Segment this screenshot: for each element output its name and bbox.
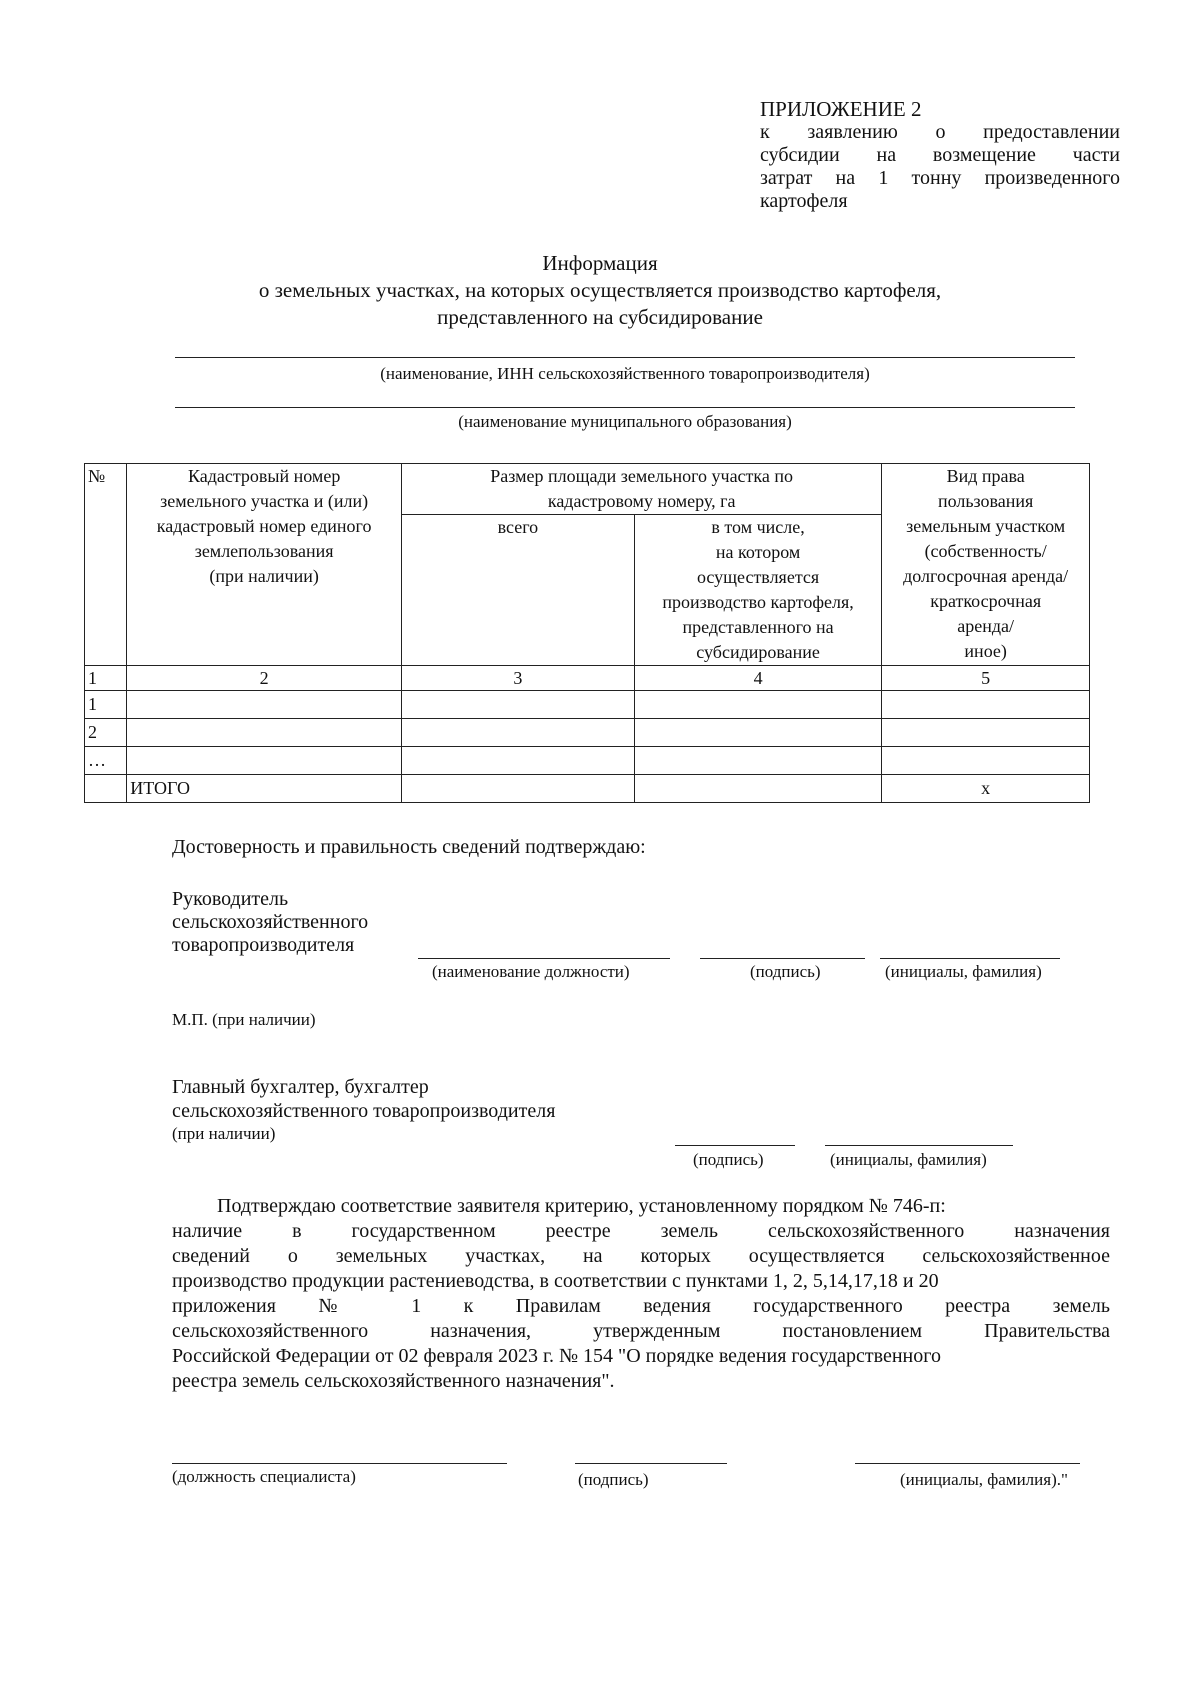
appendix-header — [760, 98, 1120, 213]
specialist-position-field[interactable] — [172, 1463, 507, 1464]
cell-total[interactable] — [402, 719, 635, 747]
cell-cadastral[interactable] — [127, 719, 402, 747]
document-heading — [150, 250, 1050, 331]
head-label: Руководитель сельскохозяйственного товаропроизводителя — [172, 888, 369, 956]
cell-total[interactable] — [402, 691, 635, 719]
header-area-potato: в том числе, на котором осуществляется производство картофеля, представленного на субсидирование — [634, 515, 881, 666]
table-row: 1 — [85, 691, 1090, 719]
document-subtitle: представленного на субсидирование — [437, 305, 763, 329]
appendix-line: субсидии на возмещение части — [760, 144, 1120, 166]
cell-right[interactable] — [882, 691, 1090, 719]
document-title: Информация — [542, 251, 658, 275]
cell-right[interactable] — [882, 747, 1090, 775]
specialist-position-caption: (должность специалиста) — [172, 1467, 356, 1486]
criterion-paragraph: Подтверждаю соответствие заявителя критерию, установленному порядком № 746-п: наличие в государственном реестре земель сельскохозяйственного назначения сведений о земельных участках, на которых осуществляется сельскохозяйственное производство продукции растениеводства, в соответствии с пунктами 1, 2, 5,14,17,18 и 20 приложения № 1 к Правилам ведения государственного реестра земель сельскохозяйственного назначения, утвержденным постановлением Правительства Российской Федерации от 02 февраля 2023 г. № 154 "О порядке ведения государственного реестра земель сельскохозяйственного назначения". — [172, 1195, 1110, 1392]
accountant-label: Главный бухгалтер, бухгалтер сельскохозяйственного товаропроизводителя — [172, 1076, 556, 1122]
total-label: ИТОГО — [127, 775, 402, 803]
head-signature-field[interactable] — [700, 958, 865, 959]
cell-potato[interactable] — [634, 747, 881, 775]
header-area-total: всего — [402, 515, 635, 666]
cell-potato[interactable] — [634, 691, 881, 719]
accountant-signature-caption: (подпись) — [693, 1150, 764, 1169]
accountant-name-caption: (инициалы, фамилия) — [830, 1150, 987, 1169]
producer-caption: (наименование, ИНН сельскохозяйственного товаропроизводителя) — [380, 364, 870, 383]
cell-potato-sum[interactable] — [634, 775, 881, 803]
stamp-label: М.П. (при наличии) — [172, 1010, 316, 1029]
appendix-line: картофеля — [760, 190, 848, 212]
table-row: 2 — [85, 719, 1090, 747]
column-index-row: 1 2 3 4 5 — [85, 666, 1090, 691]
head-signature-caption: (подпись) — [750, 962, 821, 981]
appendix-title: ПРИЛОЖЕНИЕ 2 — [760, 97, 922, 121]
cell-right-total: х — [882, 775, 1090, 803]
header-area-group: Размер площади земельного участка по кадастровому номеру, га — [402, 464, 882, 515]
header-num: № — [85, 464, 127, 666]
confirm-statement: Достоверность и правильность сведений подтверждаю: — [172, 836, 646, 858]
head-name-caption: (инициалы, фамилия) — [885, 962, 1042, 981]
cell-total-sum[interactable] — [402, 775, 635, 803]
municipality-caption: (наименование муниципального образования) — [458, 412, 792, 431]
specialist-signature-caption: (подпись) — [578, 1470, 649, 1489]
document-subtitle: о земельных участках, на которых осуществляется производство картофеля, — [258, 278, 942, 302]
appendix-line: затрат на 1 тонну произведенного — [760, 167, 1120, 189]
accountant-name-field[interactable] — [825, 1145, 1013, 1146]
cell-cadastral[interactable] — [127, 747, 402, 775]
table-row: … — [85, 747, 1090, 775]
header-cadastral: Кадастровый номер земельного участка и (или) кадастровый номер единого землепользования (при наличии) — [127, 464, 402, 666]
specialist-name-caption: (инициалы, фамилия)." — [900, 1470, 1068, 1489]
appendix-line: к заявлению о предоставлении — [760, 121, 1120, 143]
specialist-name-field[interactable] — [855, 1463, 1080, 1464]
specialist-signature-field[interactable] — [575, 1463, 727, 1464]
municipality-field[interactable] — [175, 407, 1075, 408]
cell-cadastral[interactable] — [127, 691, 402, 719]
cell-total[interactable] — [402, 747, 635, 775]
accountant-note: (при наличии) — [172, 1124, 276, 1143]
total-row — [85, 775, 1090, 803]
cell-potato[interactable] — [634, 719, 881, 747]
cell-right[interactable] — [882, 719, 1090, 747]
accountant-signature-field[interactable] — [675, 1145, 795, 1146]
header-right-type: Вид права пользования земельным участком (собственность/ долгосрочная аренда/ краткосрочная аренда/ иное) — [882, 464, 1090, 666]
head-name-field[interactable] — [880, 958, 1060, 959]
head-position-caption: (наименование должности) — [432, 962, 630, 981]
producer-name-field[interactable] — [175, 357, 1075, 358]
land-plots-table — [84, 463, 1090, 803]
head-position-field[interactable] — [418, 958, 670, 959]
